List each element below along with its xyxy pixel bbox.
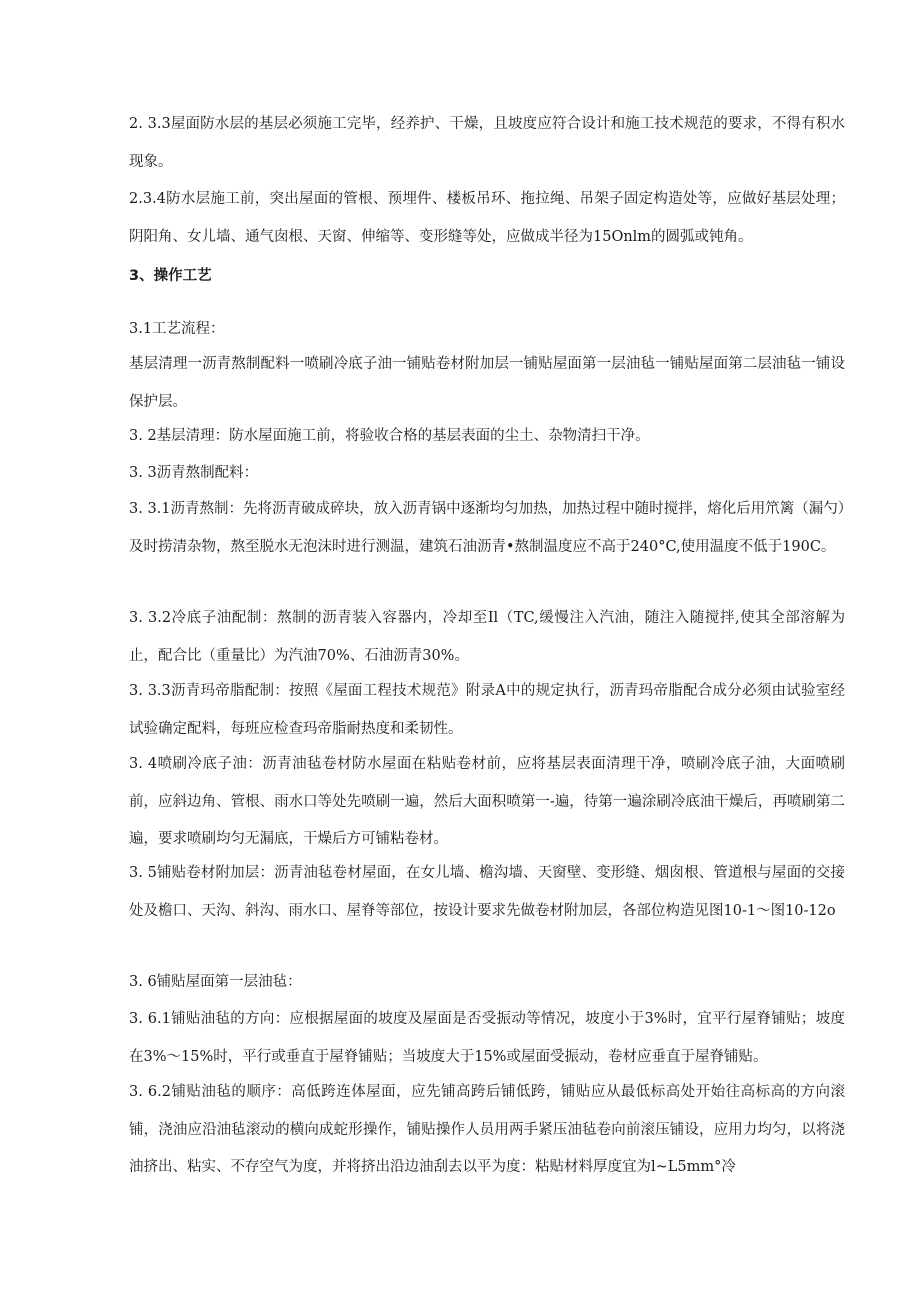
paragraph-text: 基层清理一沥青熬制配料一喷刷冷底子油一铺贴卷材附加层一铺贴屋面第一层油毡一铺贴屋面第二层油毡一铺设保护层。 — [129, 356, 845, 410]
paragraph-text: 3. 6铺贴屋面第一层油毡： — [129, 974, 302, 990]
paragraph-text: 3. 3.2冷底子油配制：熬制的沥青装入容器内，冷却至Il（TC,缓慢注入汽油，随注入随搅拌,使其全部溶解为止，配合比（重量比）为汽油70%、石油沥青30%。 — [129, 610, 845, 664]
paragraph-3-3-1 — [129, 491, 845, 566]
paragraph-3-6 — [129, 964, 845, 1002]
paragraph-3-3-2 — [129, 600, 845, 675]
section-heading-3 — [129, 258, 845, 296]
paragraph-text: 3. 4喷刷冷底子油：沥青油毡卷材防水屋面在粘贴卷材前，应将基层表面清理干净，喷刷冷底子油，大面喷刷前，应斜边角、管根、雨水口等处先喷刷一遍，然后大面积喷第一-遍，待第一遍涂刷冷底油干燥后，再喷刷第二遍，要求喷刷均匀无漏底，干燥后方可铺粘卷材。 — [129, 756, 845, 848]
paragraph-text: 2. 3.3屋面防水层的基层必须施工完毕，经养护、干燥，且坡度应符合设计和施工技术规范的要求，不得有积水现象。 — [129, 116, 845, 170]
paragraph-2-3-4 — [129, 181, 845, 256]
heading-text: 3、操作工艺 — [129, 268, 212, 284]
paragraph-3-4 — [129, 746, 845, 859]
paragraph-3-5 — [129, 855, 845, 930]
paragraph-text: 2.3.4防水层施工前，突出屋面的管根、预埋件、楼板吊环、拖拉绳、吊架子固定构造处等，应做好基层处理；阴阳角、女儿墙、通气囱根、天窗、伸缩等、变形缝等处，应做成半径为15Onlm的圆弧或钝角。 — [129, 191, 845, 245]
paragraph-text: 3.1工艺流程： — [129, 321, 225, 337]
paragraph-3-2 — [129, 418, 845, 456]
paragraph-2-3-3 — [129, 106, 845, 181]
paragraph-3-3-3 — [129, 673, 845, 748]
paragraph-text: 3. 6.2铺贴油毡的顺序：高低跨连体屋面，应先铺高跨后铺低跨，铺贴应从最低标高处开始往高标高的方向滚铺，浇油应沿油毡滚动的横向成蛇形操作，铺贴操作人员用两手紧压油毡卷向前滚压铺设，应用力均匀，以将浇油挤出、粘实、不存空气为度，并将挤出沿边油刮去以平为度：粘贴材料厚度宜为l~L5mm°冷 — [129, 1084, 845, 1176]
paragraph-3-6-1 — [129, 1001, 845, 1076]
paragraph-3-6-2 — [129, 1074, 845, 1187]
paragraph-text: 3. 3.3沥青玛帝脂配制：按照《屋面工程技术规范》附录A中的规定执行，沥青玛帝脂配合成分必须由试验室经试验确定配料，每班应检查玛帝脂耐热度和柔韧性。 — [129, 683, 845, 737]
paragraph-text: 3. 6.1铺贴油毡的方向：应根据屋面的坡度及屋面是否受振动等情况，坡度小于3%时，宜平行屋脊铺贴；坡度在3%～15%时，平行或垂直于屋脊铺贴；当坡度大于15%或屋面受振动，卷材应垂直于屋脊铺贴。 — [129, 1011, 845, 1065]
paragraph-text: 3. 3沥青熬制配料： — [129, 465, 259, 481]
paragraph-3-1 — [129, 311, 845, 349]
paragraph-text: 3. 2基层清理：防水屋面施工前，将验收合格的基层表面的尘土、杂物清扫干净。 — [129, 428, 650, 444]
paragraph-text: 3. 5铺贴卷材附加层：沥青油毡卷材屋面，在女儿墙、檐沟墙、天窗壁、变形缝、烟囱根、管道根与屋面的交接处及檐口、天沟、斜沟、雨水口、屋脊等部位，按设计要求先做卷材附加层，各部位构造见图10-1～图10-12o — [129, 865, 845, 919]
paragraph-text: 3. 3.1沥青熬制：先将沥青破成碎块，放入沥青锅中逐渐均匀加热，加热过程中随时搅拌，熔化后用笊篱（漏勺）及时捞清杂物，熬至脱水无泡沫时进行测温，建筑石油沥青•熬制温度应不高于240°C,使用温度不低于190C。 — [129, 501, 845, 555]
paragraph-3-3 — [129, 455, 845, 493]
paragraph-3-1-flow — [129, 346, 845, 421]
